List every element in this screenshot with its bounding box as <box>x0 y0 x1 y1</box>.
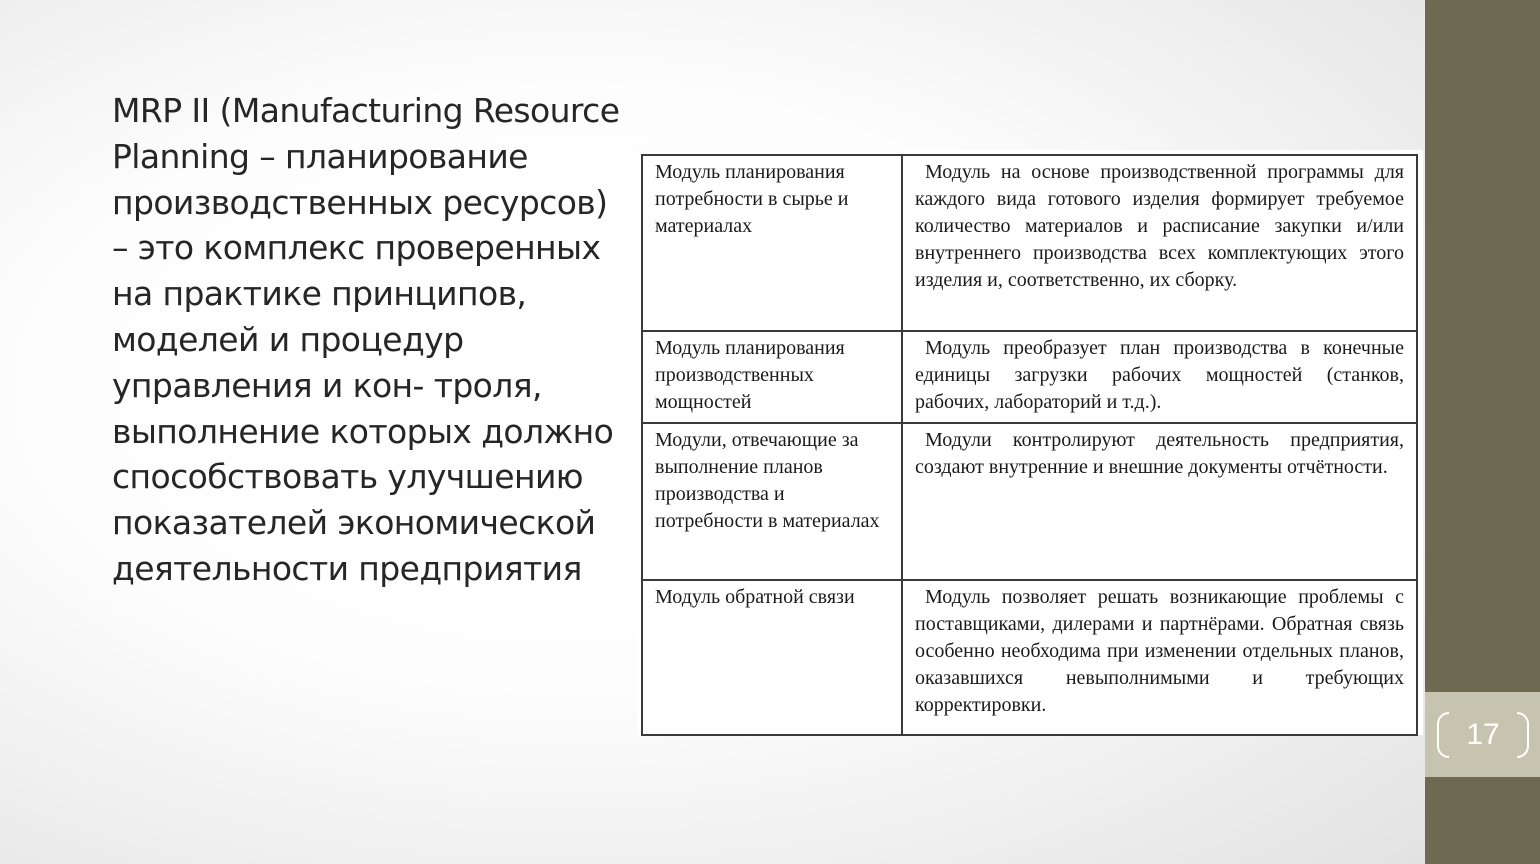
module-name-cell: Модуль планирования производственных мощностей <box>642 331 902 423</box>
module-name-cell: Модуль обратной связи <box>642 580 902 735</box>
slide-body-text: MRP II (Manufacturing Resource Planning – планирование производственных ресурсов) – это комплекс проверенных на практике принципов, моделей и процедур управления и кон- троля, выполнение которых должно способствовать улучшению показателей экономической деятельности предприятия <box>112 91 620 588</box>
module-description-cell: Модуль преобразует план производства в конечные единицы загрузки рабочих мощностей (станков, рабочих, лабораторий и т.д.). <box>902 331 1417 423</box>
table-row <box>642 580 1417 735</box>
module-description-cell: Модуль позволяет решать возникающие проблемы с поставщиками, дилерами и партнёрами. Обратная связь особенно необходима при изменении отдельных планов, оказавшихся невыполнимыми и требующих корректировки. <box>902 580 1417 735</box>
table-row <box>642 155 1417 331</box>
module-name-cell: Модули, отвечающие за выполнение планов производства и потребности в материалах <box>642 423 902 580</box>
table-row <box>642 331 1417 423</box>
module-description-cell: Модули контролируют деятельность предприятия, создают внутренние и внешние документы отчётности. <box>902 423 1417 580</box>
modules-table-panel <box>637 150 1423 735</box>
modules-table <box>641 154 1418 736</box>
page-number-box <box>1425 692 1540 777</box>
module-name-cell: Модуль планирования потребности в сырье и материалах <box>642 155 902 331</box>
table-row <box>642 423 1417 580</box>
page-number: 17 <box>1466 718 1500 751</box>
module-description-cell: Модуль на основе производственной программы для каждого вида готового изделия формирует требуемое количество материалов и расписание закупки и/или внутреннего производства всех комплектующих этого изделия и, соответственно, их сборку. <box>902 155 1417 331</box>
